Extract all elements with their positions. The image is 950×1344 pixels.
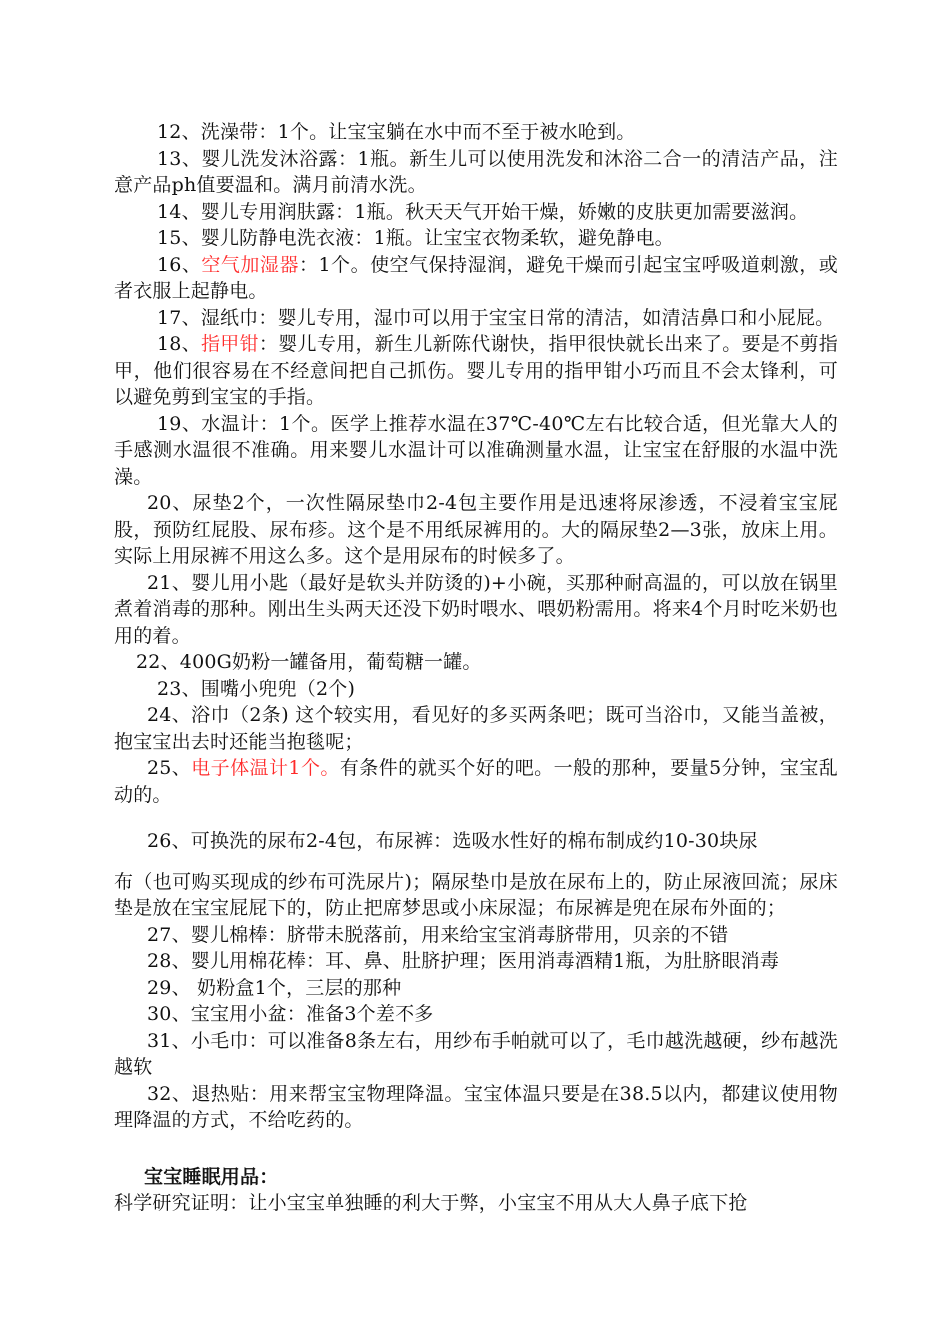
item-28: 28、婴儿用棉花棒：耳、鼻、肚脐护理；医用消毒酒精1瓶，为肚脐眼消毒 (147, 950, 780, 972)
item-14: 14、婴儿专用润肤露：1瓶。秋天天气开始干燥，娇嫩的皮肤更加需要滋润。 (157, 200, 809, 223)
item-16 (114, 252, 838, 305)
item-12: 12、洗澡带：1个。让宝宝躺在水中而不至于被水呛到。 (157, 121, 636, 143)
item-21: 21、婴儿用小匙（最好是软头并防烫的)+小碗，买那种耐高温的，可以放在锅里煮着消毒的那种。刚出生头两天还没下奶时喂水、喂奶粉需用。将来4个月时吃米奶也用的着。 (114, 571, 838, 647)
item-17: 17、湿纸巾：婴儿专用，湿巾可以用于宝宝日常的清洁，如清洁鼻口和小屁屁。 (157, 306, 835, 329)
item-27: 27、婴儿棉棒：脐带未脱落前，用来给宝宝消毒脐带用，贝亲的不错 (147, 923, 729, 946)
item-18 (114, 331, 838, 411)
item-24: 24、浴巾（2条) 这个较实用，看见好的多买两条吧；既可当浴巾，又能当盖被，抱宝宝出去时还能当抱毯呢； (114, 704, 838, 753)
item-15: 15、婴儿防静电洗衣液：1瓶。让宝宝衣物柔软，避免静电。 (157, 227, 674, 249)
item-19: 19、水温计：1个。医学上推荐水温在37℃-40℃左右比较合适，但光靠大人的手感测水温很不准确。用来婴儿水温计可以准确测量水温，让宝宝在舒服的水温中洗澡。 (114, 412, 838, 488)
document-page (114, 119, 838, 1217)
item-29: 29、 奶粉盒1个，三层的那种 (147, 976, 402, 999)
item-25-text: 有条件的就买个好的吧。一般的那种，要量5分钟，宝宝乱动的。 (114, 757, 838, 806)
item-18-highlight: 指甲钳 (201, 333, 259, 355)
item-25-number: 25、 (147, 757, 192, 779)
item-30: 30、宝宝用小盆：准备3个差不多 (147, 1003, 434, 1025)
item-16-text: ：1个。使空气保持湿润，避免干燥而引起宝宝呼吸道刺激，或者衣服上起静电。 (114, 253, 838, 302)
item-26-line1: 26、可换洗的尿布2-4包，布尿裤：选吸水性好的棉布制成约10-30块尿 (147, 830, 758, 852)
item-13: 13、婴儿洗发沐浴露：1瓶。新生儿可以使用洗发和沐浴二合一的清洁产品，注意产品ph值要温和。满月前清水洗。 (114, 147, 838, 196)
item-32: 32、退热贴：用来帮宝宝物理降温。宝宝体温只要是在38.5以内，都建议使用物理降温的方式，不给吃药的。 (114, 1082, 838, 1131)
section-heading: 宝宝睡眠用品： (144, 1165, 279, 1188)
item-16-highlight: 空气加湿器 (201, 253, 299, 276)
item-16-number: 16、 (157, 253, 202, 276)
item-23: 23、围嘴小兜兜（2个) (157, 677, 356, 700)
section-intro: 科学研究证明：让小宝宝单独睡的利大于弊，小宝宝不用从大人鼻子底下抢 (114, 1192, 748, 1214)
item-20: 20、尿垫2个，一次性隔尿垫巾2-4包主要作用是迅速将尿渗透，不浸着宝宝屁股，预防红屁股、尿布疹。这个是不用纸尿裤用的。大的隔尿垫2—3张，放床上用。实际上用尿裤不用这么多。这个是用尿布的时候多了。 (114, 492, 838, 567)
item-26-continued: 布（也可购买现成的纱布可洗尿片)；隔尿垫巾是放在尿布上的，防止尿液回流；尿床垫是放在宝宝屁屁下的，防止把席梦思或小床尿湿；布尿裤是兜在尿布外面的； (114, 870, 838, 919)
item-18-text: ：婴儿专用，新生儿新陈代谢快，指甲很快就长出来了。要是不剪指甲，他们很容易在不经意间把自己抓伤。婴儿专用的指甲钳小巧而且不会太锋利，可以避免剪到宝宝的手指。 (114, 333, 838, 408)
item-18-number: 18、 (157, 333, 201, 355)
item-22: 22、400G奶粉一罐备用，葡萄糖一罐。 (136, 651, 482, 673)
item-25 (114, 755, 838, 808)
item-31: 31、小毛巾：可以准备8条左右，用纱布手帕就可以了，毛巾越洗越硬，纱布越洗越软 (114, 1029, 838, 1078)
item-25-highlight: 电子体温计1个。 (191, 757, 340, 779)
